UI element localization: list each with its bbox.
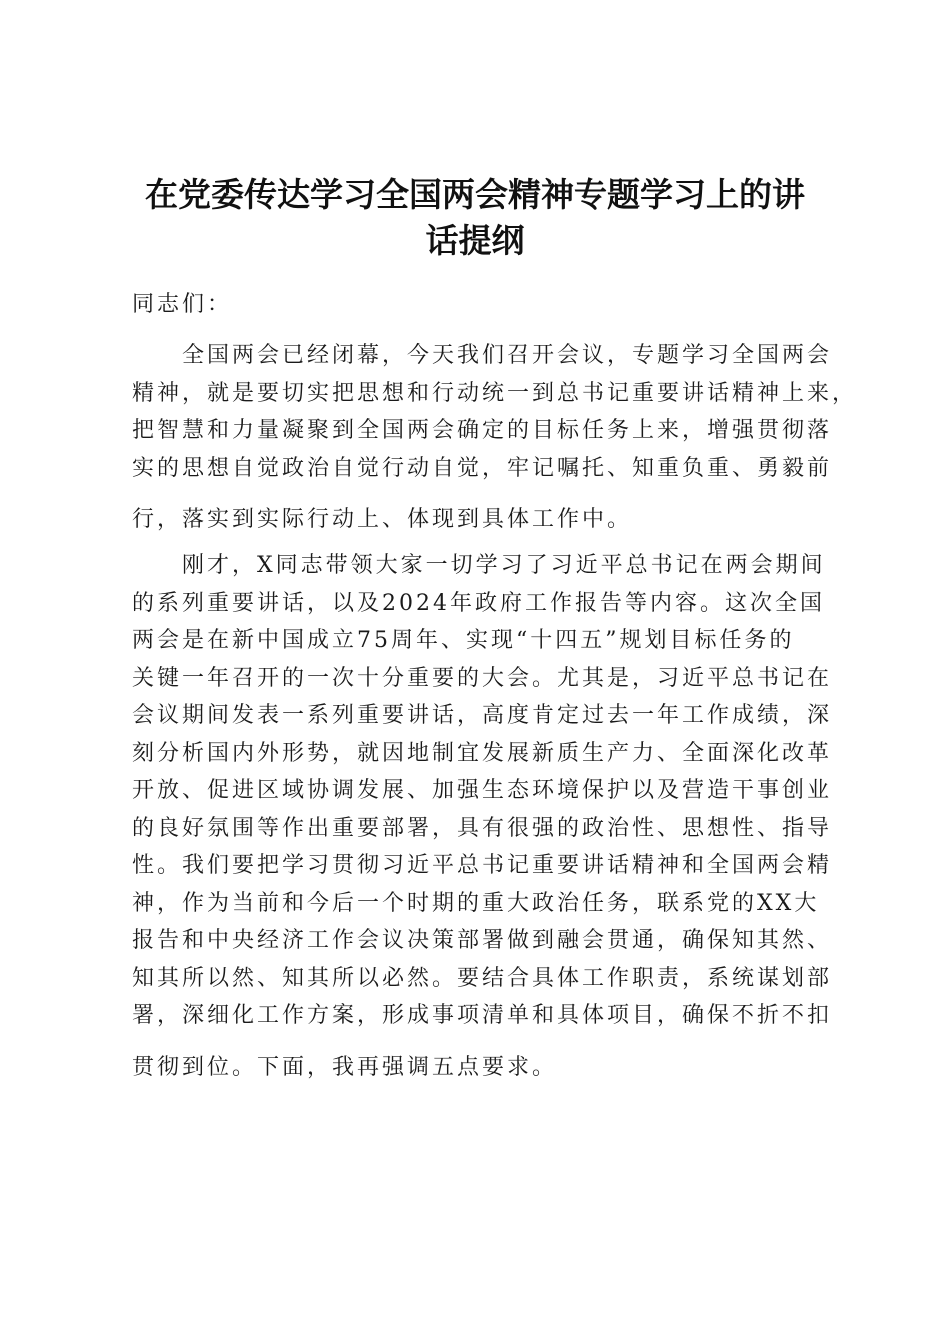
paragraph-line: 全国两会已经闭幕，今天我们召开会议，专题学习全国两会 bbox=[182, 343, 833, 368]
paragraph-line: 性。我们要把学习贯彻习近平总书记重要讲话精神和全国两会精 bbox=[132, 853, 833, 878]
paragraph-line: 刚才，X同志带领大家一切学习了习近平总书记在两会期间 bbox=[182, 553, 826, 578]
paragraph-line: 两会是在新中国成立75周年、实现“十四五”规划目标任务的 bbox=[132, 628, 795, 653]
paragraph-line: 精神，就是要切实把思想和行动统一到总书记重要讲话精神上来， bbox=[132, 380, 858, 406]
paragraph-line: 署，深细化工作方案，形成事项清单和具体项目，确保不折不扣 bbox=[132, 1003, 833, 1028]
paragraph-intro bbox=[132, 337, 858, 539]
title-line: 话提纲 bbox=[425, 221, 525, 260]
paragraph-line: 知其所以然、知其所以必然。要结合具体工作职责，系统谋划部 bbox=[132, 965, 833, 991]
paragraph-line: 的良好氛围等作出重要部署，具有很强的政治性、思想性、指导 bbox=[132, 815, 833, 841]
paragraph-line: 行，落实到实际行动上、体现到具体工作中。 bbox=[132, 507, 633, 532]
paragraph-line: 实的思想自觉政治自觉行动自觉，牢记嘱托、知重负重、勇毅前 bbox=[132, 455, 833, 481]
document-title bbox=[110, 172, 840, 264]
paragraph-line: 把智慧和力量凝聚到全国两会确定的目标任务上来，增强贯彻落 bbox=[132, 418, 833, 443]
title-line: 在党委传达学习全国两会精神专题学习上的讲 bbox=[145, 175, 805, 214]
paragraph-line: 开放、促进区域协调发展、加强生态环境保护以及营造干事创业 bbox=[132, 778, 833, 803]
paragraph-line: 会议期间发表一系列重要讲话，高度肯定过去一年工作成绩，深 bbox=[132, 703, 833, 728]
paragraph-line: 神，作为当前和今后一个时期的重大政治任务，联系党的XX大 bbox=[132, 890, 820, 916]
paragraph-line: 的系列重要讲话，以及2024年政府工作报告等内容。这次全国 bbox=[132, 590, 825, 616]
paragraph-line: 关键一年召开的一次十分重要的大会。尤其是，习近平总书记在 bbox=[132, 665, 833, 691]
paragraph-main bbox=[132, 547, 852, 1086]
salutation: 同志们： bbox=[132, 292, 233, 317]
paragraph-line: 贯彻到位。下面，我再强调五点要求。 bbox=[132, 1054, 558, 1080]
paragraph-line: 报告和中央经济工作会议决策部署做到融会贯通，确保知其然、 bbox=[132, 928, 833, 953]
paragraph-line: 刻分析国内外形势，就因地制宜发展新质生产力、全面深化改革 bbox=[132, 740, 833, 766]
